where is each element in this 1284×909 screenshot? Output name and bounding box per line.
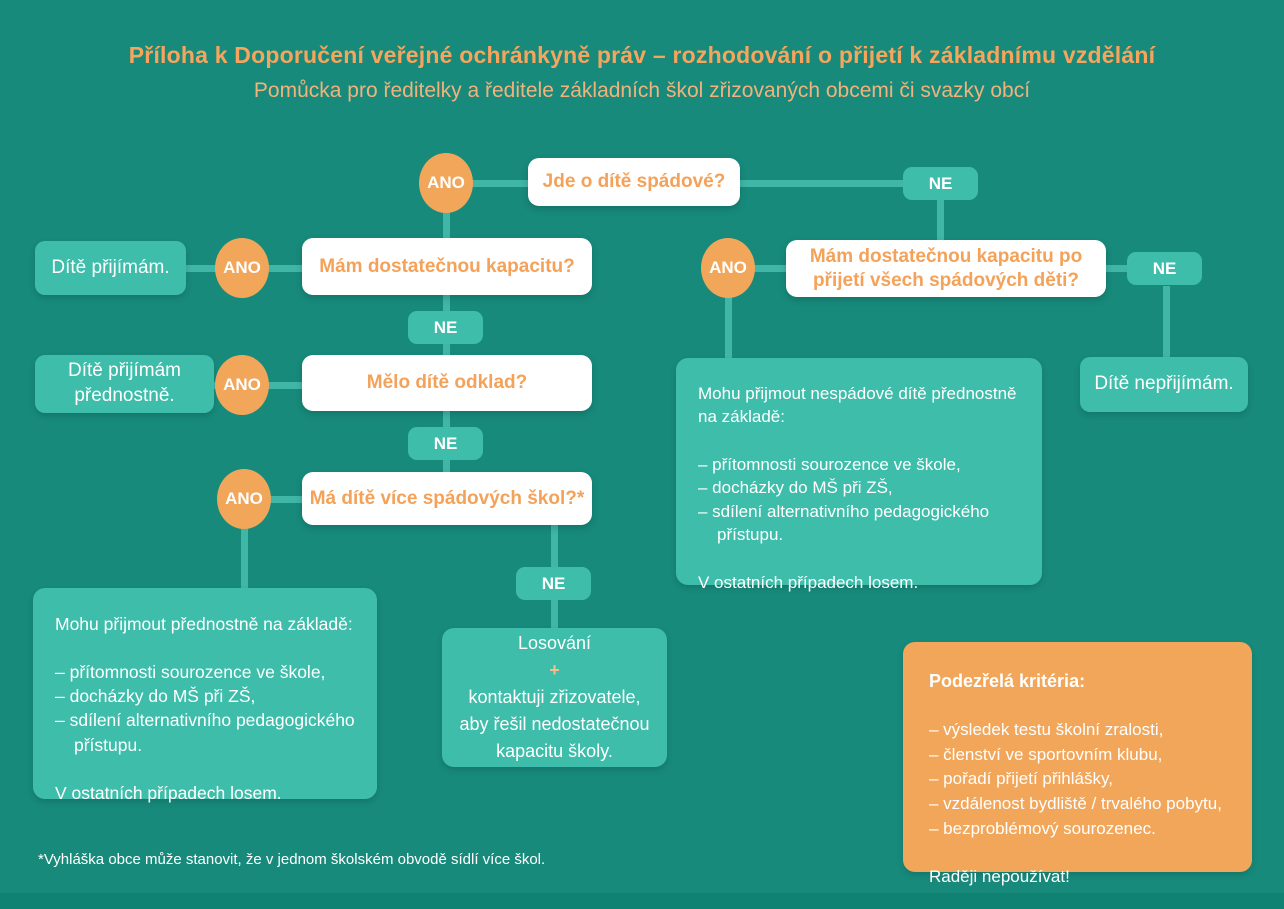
ne-badge-vice-skol: NE — [516, 567, 591, 600]
question-kapacita-po: Mám dostatečnou kapacitu po přijetí všech spádových děti? — [786, 240, 1106, 297]
left-criteria-panel — [33, 588, 377, 803]
footnote: *Vyhláška obce může stanovit, že v jednom školském obvodě sídlí více škol. — [38, 851, 546, 868]
connector — [937, 198, 944, 242]
ne-badge-kapacita-po: NE — [1127, 252, 1202, 285]
warning-bullet: – bezproblémový sourozenec. — [929, 818, 1156, 838]
ano-badge-vice-skol: ANO — [217, 469, 271, 529]
warning-title: Podezřelá kritéria: — [929, 671, 1086, 691]
right-panel-outro: V ostatních případech losem. — [698, 572, 919, 592]
page-subtitle: Pomůcka pro ředitelky a ředitele základních škol zřizovaných obcemi či svazky obcí — [253, 79, 1031, 102]
spacer — [55, 757, 355, 781]
left-panel-bullet: – přítomnosti sourozence ve škole, — [55, 662, 326, 683]
spacer — [698, 547, 1020, 571]
right-criteria-panel — [676, 358, 1042, 592]
question-odklad: Mělo dítě odklad? — [302, 355, 592, 411]
connector — [241, 525, 248, 589]
question-kapacita: Mám dostatečnou kapacitu? — [302, 238, 592, 295]
ano-badge-kapacita: ANO — [215, 238, 269, 298]
question-spadove: Jde o dítě spádové? — [528, 158, 740, 206]
left-panel-outro: V ostatních případech losem. — [55, 782, 282, 803]
connector — [740, 180, 903, 187]
ano-badge-odklad: ANO — [215, 355, 269, 415]
spacer — [929, 841, 1226, 865]
lottery-line2: kontaktuji zřizovatele, aby řešil nedostatečnou kapacitu školy. — [459, 687, 650, 761]
lottery-line1: Losování — [517, 633, 592, 653]
warning-bullet: – výsledek testu školní zralosti, — [929, 720, 1164, 740]
warning-bullet: – členství ve sportovním klubu, — [929, 744, 1163, 764]
left-panel-bullet: – sdílení alternativního pedagogického přístupu. — [55, 710, 355, 755]
connector — [1163, 286, 1170, 358]
connector — [551, 596, 558, 630]
page-title: Příloha k Doporučení veřejné ochránkyně práv – rozhodování o přijetí k základnímu vzdělání — [128, 42, 1156, 68]
spacer — [698, 429, 1020, 453]
ano-badge-spadove: ANO — [419, 153, 473, 213]
footer-strip — [0, 893, 1284, 909]
connector — [551, 525, 558, 569]
spacer — [55, 636, 355, 660]
warning-bullet: – pořadí přijetí přihlášky, — [929, 769, 1113, 789]
warning-outro: Raději nepoužívat! — [929, 867, 1070, 887]
result-prednostne: Dítě přijímám přednostně. — [35, 355, 214, 413]
plus-sign: + — [549, 660, 560, 680]
right-panel-intro: Mohu přijmout nespádové dítě přednostně na základě: — [698, 384, 1017, 427]
connector — [725, 294, 732, 360]
ne-badge-spadove: NE — [903, 167, 978, 200]
right-panel-bullet: – sdílení alternativního pedagogického přístupu. — [698, 501, 990, 545]
ne-badge-odklad: NE — [408, 427, 483, 460]
ano-badge-kapacita-po: ANO — [701, 238, 755, 298]
left-panel-bullet: – docházky do MŠ při ZŠ, — [55, 686, 256, 707]
connector — [443, 342, 450, 356]
lottery-box — [442, 628, 667, 767]
question-vice-skol: Má dítě více spádových škol?* — [302, 472, 592, 525]
spacer — [929, 694, 1226, 718]
result-prijimam: Dítě přijímám. — [35, 241, 186, 295]
right-panel-bullet: – přítomnosti sourozence ve škole, — [698, 454, 961, 474]
result-neprijimam: Dítě nepřijímám. — [1080, 357, 1248, 412]
right-panel-bullet: – docházky do MŠ při ZŠ, — [698, 478, 893, 498]
left-panel-intro: Mohu přijmout přednostně na základě: — [55, 614, 353, 634]
ne-badge-kapacita: NE — [408, 311, 483, 344]
warning-bullet: – vzdálenost bydliště / trvalého pobytu, — [929, 794, 1222, 814]
warning-box — [903, 642, 1252, 887]
